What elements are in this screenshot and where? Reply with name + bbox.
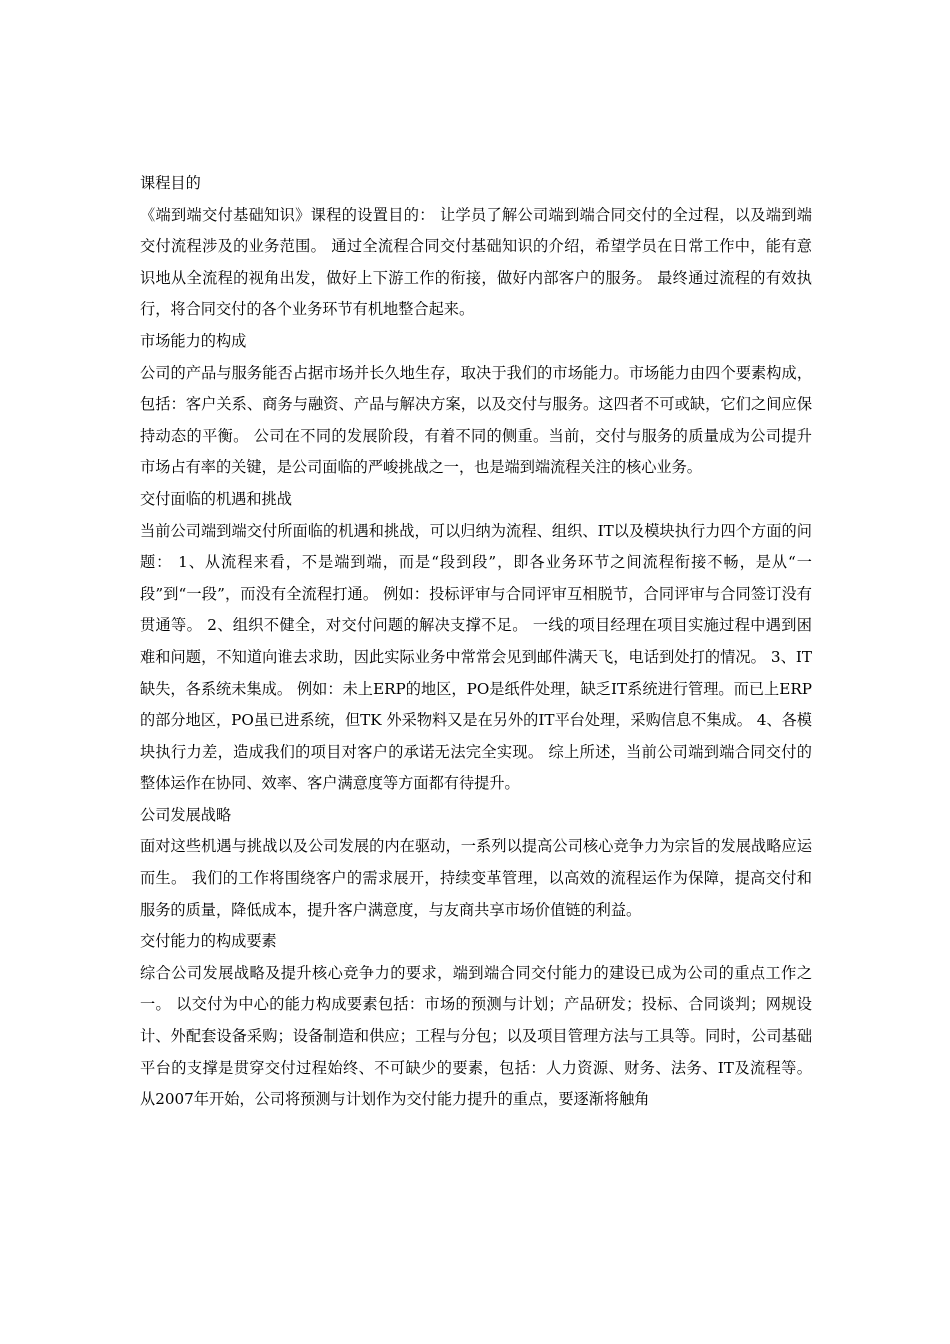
- section-body: 《端到端交付基础知识》课程的设置目的： 让学员了解公司端到端合同交付的全过程，以及端到端交付流程涉及的业务范围。 通过全流程合同交付基础知识的介绍，希望学员在日常工作中，能有意识地从全流程的视角出发，做好上下游工作的衔接，做好内部客户的服务。 最终通过流程的有效执行，将合同交付的各个业务环节有机地整合起来。: [140, 205, 812, 319]
- section-heading: 公司发展战略: [140, 805, 232, 824]
- section-heading: 课程目的: [140, 174, 201, 192]
- section-heading: 交付能力的构成要素: [140, 932, 277, 951]
- section-body: 当前公司端到端交付所面临的机遇和挑战，可以归纳为流程、组织、IT以及模块执行力四个方面的问题： 1、从流程来看，不是端到端，而是“段到段”，即各业务环节之间流程衔接不畅，是从“一段”到“一段”，而没有全流程打通。 例如：投标评审与合同评审互相脱节，合同评审与合同签订没有贯通等。 2、组织不健全，对交付问题的解决支撑不足。 一线的项目经理在项目实施过程中遇到困难和问题，不知道向谁去求助，因此实际业务中常常会见到邮件满天飞，电话到处打的情况。 3、IT缺失，各系统未集成。 例如：未上ERP的地区，PO是纸件处理，缺乏IT系统进行管理。而已上ERP的部分地区，PO虽已进系统，但TK 外采物料又是在另外的IT平台处理，采购信息不集成。 4、各模块执行力差，造成我们的项目对客户的承诺无法完全实现。 综上所述，当前公司端到端合同交付的整体运作在协同、效率、客户满意度等方面都有待提升。: [140, 521, 812, 793]
- section-development-strategy: [140, 800, 812, 926]
- section-heading: 市场能力的构成: [140, 331, 247, 350]
- section-market-capability: [140, 326, 812, 484]
- document-page: [140, 168, 812, 1116]
- section-body: 面对这些机遇与挑战以及公司发展的内在驱动，一系列以提高公司核心竞争力为宗旨的发展战略应运而生。 我们的工作将围绕客户的需求展开，持续变革管理，以高效的流程运作为保障，提高交付和服务的质量，降低成本，提升客户满意度，与友商共享市场价值链的利益。: [140, 837, 812, 919]
- section-course-purpose: [140, 168, 812, 326]
- section-heading: 交付面临的机遇和挑战: [140, 489, 292, 508]
- section-delivery-elements: [140, 926, 812, 1116]
- section-body: 公司的产品与服务能否占据市场并长久地生存，取决于我们的市场能力。市场能力由四个要素构成，包括：客户关系、商务与融资、产品与解决方案，以及交付与服务。这四者不可或缺，它们之间应保持动态的平衡。 公司在不同的发展阶段，有着不同的侧重。当前，交付与服务的质量成为公司提升市场占有率的关键，是公司面临的严峻挑战之一，也是端到端流程关注的核心业务。: [140, 363, 812, 477]
- section-delivery-challenges: [140, 484, 812, 800]
- section-body: 综合公司发展战略及提升核心竞争力的要求，端到端合同交付能力的建设已成为公司的重点工作之一。 以交付为中心的能力构成要素包括：市场的预测与计划；产品研发；投标、合同谈判；网规设计、外配套设备采购；设备制造和供应；工程与分包；以及项目管理方法与工具等。同时，公司基础平台的支撑是贯穿交付过程始终、不可缺少的要素，包括：人力资源、财务、法务、IT及流程等。 从2007年开始，公司将预测与计划作为交付能力提升的重点，要逐渐将触角: [140, 963, 812, 1109]
